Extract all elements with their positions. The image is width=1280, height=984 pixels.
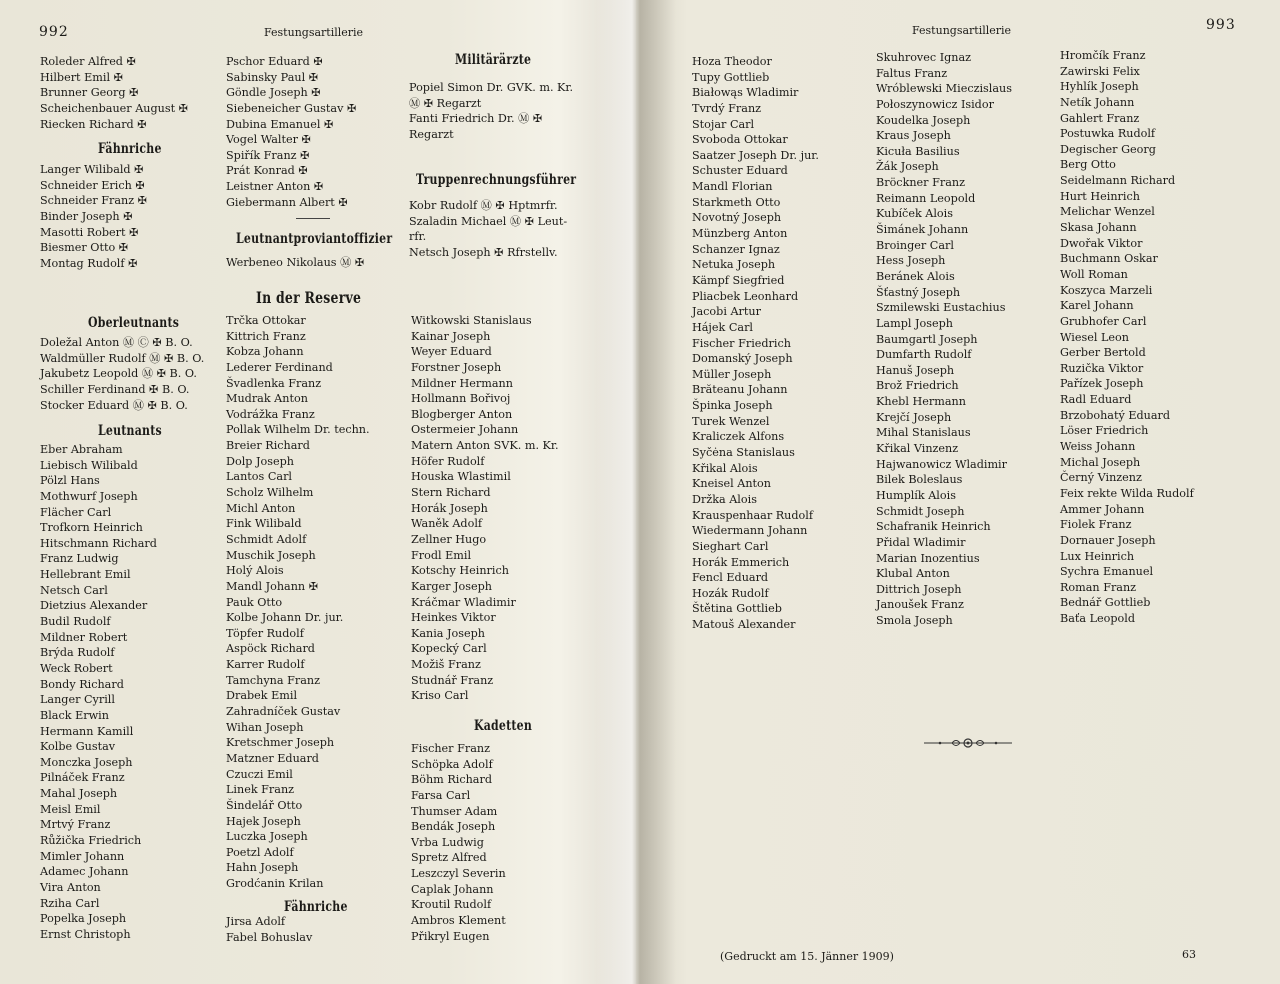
roster-entry: Töpfer Rudolf: [226, 626, 304, 640]
roster-entry: Fabel Bohuslav: [226, 930, 313, 944]
roster-entry: Žák Joseph: [876, 160, 939, 174]
roster-entry: Broinger Carl: [876, 238, 954, 252]
roster-entry: Netsch Carl: [40, 583, 108, 597]
left-col3-group3: [411, 313, 559, 704]
roster-entry: Horák Emmerich: [692, 555, 790, 569]
right-col1: [692, 54, 819, 633]
roster-entry: Mrtvý Franz: [40, 818, 111, 832]
roster-entry: Scheichenbauer August ✠: [40, 101, 189, 115]
roster-entry: Prát Konrad ✠: [226, 164, 308, 178]
roster-entry: Kretschmer Joseph: [226, 736, 335, 750]
roster-entry: Feix rekte Wilda Rudolf: [1060, 486, 1194, 500]
roster-entry: Novotný Joseph: [692, 211, 782, 225]
roster-entry: Černý Vinzenz: [1060, 471, 1142, 485]
roster-entry: Dwořak Viktor: [1060, 236, 1143, 250]
roster-entry: Giebermann Albert ✠: [226, 195, 348, 209]
roster-entry: Heinkes Viktor: [411, 611, 496, 625]
roster-entry: Zahradníček Gustav: [226, 705, 341, 719]
roster-entry: Seidelmann Richard: [1060, 174, 1176, 188]
roster-entry: Buchmann Oskar: [1060, 252, 1158, 266]
roster-entry: Michl Anton: [226, 501, 296, 515]
left-col3-group4: [411, 741, 506, 944]
roster-entry: Münzberg Anton: [692, 227, 788, 241]
roster-entry: Kubíček Alois: [876, 207, 953, 221]
roster-entry: Kicuła Basilius: [876, 144, 960, 158]
right-col2: [876, 50, 1012, 629]
left-page: [0, 0, 636, 984]
roster-entry: Budil Rudolf: [40, 615, 111, 629]
roster-entry: Přikryl Eugen: [411, 929, 490, 943]
roster-entry: Bednář Gottlieb: [1060, 596, 1151, 610]
roster-entry: Breier Richard: [226, 439, 310, 453]
roster-entry: Kainar Joseph: [411, 329, 491, 343]
roster-entry: Brož Friedrich: [876, 379, 959, 393]
roster-entry: Holý Alois: [226, 564, 284, 578]
roster-entry: Hoza Theodor: [692, 55, 772, 68]
roster-entry: Böhm Richard: [411, 773, 492, 787]
roster-entry: Riecken Richard ✠: [40, 117, 147, 131]
roster-entry: Drabek Emil: [226, 689, 298, 703]
right-page: [636, 0, 1280, 984]
roster-entry: Stojar Carl: [692, 117, 755, 131]
roster-entry: Bilek Boleslaus: [876, 473, 963, 487]
roster-entry: Janoušek Franz: [876, 598, 964, 612]
roster-entry: Blogberger Anton: [411, 407, 513, 421]
roster-entry: Fanti Friedrich Dr. Ⓜ ✠: [409, 112, 543, 126]
roster-entry: Mihal Stanislaus: [876, 426, 971, 440]
roster-entry: Švadlenka Franz: [226, 376, 322, 390]
roster-entry: Humplík Alois: [876, 488, 956, 502]
roster-entry: Pauk Otto: [226, 595, 283, 609]
running-head: Festungsartillerie: [264, 26, 364, 39]
roster-entry: Höfer Rudolf: [411, 454, 485, 468]
left-col1-group3: [40, 335, 204, 413]
roster-entry: Monczka Joseph: [40, 755, 133, 769]
roster-entry: Hájek Carl: [692, 320, 754, 334]
roster-entry: Možiš Franz: [411, 658, 481, 672]
roster-entry: Domanský Joseph: [692, 352, 793, 366]
roster-entry: Studnář Franz: [411, 673, 494, 687]
roster-entry: Fencl Eduard: [692, 571, 769, 585]
roster-entry: Biesmer Otto ✠: [40, 241, 129, 255]
roster-entry: Ostermeier Johann: [411, 423, 519, 437]
roster-entry: Müller Joseph: [692, 367, 772, 381]
roster-entry: Schiller Ferdinand ✠ B. O.: [40, 382, 190, 396]
roster-entry: Eber Abraham: [40, 443, 123, 456]
roster-entry: Ruzička Viktor: [1060, 361, 1144, 375]
roster-entry: rfr.: [409, 230, 427, 244]
roster-entry: Postuwka Rudolf: [1060, 127, 1156, 141]
roster-entry: Fischer Franz: [411, 742, 490, 755]
roster-entry: Skasa Johann: [1060, 221, 1137, 235]
roster-entry: Vogel Walter ✠: [226, 133, 311, 147]
roster-entry: Scholz Wilhelm: [226, 486, 314, 500]
roster-entry: Sychra Emanuel: [1060, 565, 1154, 579]
running-head-right: Festungsartillerie: [912, 24, 1012, 37]
roster-entry: Marian Inozentius: [876, 551, 980, 565]
roster-entry: Mahal Joseph: [40, 787, 118, 801]
roster-entry: Tvrdý Franz: [692, 101, 762, 115]
roster-entry: Fischer Friedrich: [692, 336, 791, 350]
roster-entry: Dolp Joseph: [226, 454, 294, 468]
roster-entry: Bröckner Franz: [876, 176, 965, 190]
roster-entry: Ammer Johann: [1060, 502, 1145, 516]
roster-entry: Langer Cyrill: [40, 693, 115, 707]
roster-entry: Vodrážka Franz: [226, 407, 315, 421]
roster-entry: Schneider Erich ✠: [40, 178, 145, 192]
roster-entry: Hilbert Emil ✠: [40, 70, 123, 84]
roster-entry: Hess Joseph: [876, 254, 946, 268]
roster-entry: Lederer Ferdinand: [226, 360, 333, 374]
roster-entry: Grubhofer Carl: [1060, 314, 1147, 328]
roster-entry: Pölzl Hans: [40, 474, 100, 488]
roster-entry: Pliacbek Leonhard: [692, 289, 799, 303]
roster-entry: Dumfarth Rudolf: [876, 348, 972, 362]
section-heading-leutnants: Leutnants: [98, 423, 162, 439]
roster-entry: Mudrak Anton: [226, 392, 308, 406]
roster-entry: Kobr Rudolf Ⓜ ✠ Hptmrfr.: [409, 199, 558, 212]
roster-entry: Jacobi Artur: [692, 305, 761, 319]
roster-entry: Saatzer Joseph Dr. jur.: [692, 148, 819, 162]
roster-entry: Thumser Adam: [411, 804, 498, 818]
section-heading-kadetten: Kadetten: [474, 718, 533, 734]
roster-entry: Liebisch Wilibald: [40, 458, 138, 472]
roster-entry: Adamec Johann: [40, 865, 129, 879]
roster-entry: Netík Johann: [1060, 95, 1135, 109]
print-date: (Gedruckt am 15. Jänner 1909): [720, 950, 894, 963]
roster-entry: Mimler Johann: [40, 849, 125, 863]
roster-entry: Schöpka Adolf: [411, 757, 493, 771]
roster-entry: Kneisel Anton: [692, 477, 771, 491]
roster-entry: Spiřík Franz ✠: [226, 148, 310, 162]
roster-entry: Mandl Johann ✠: [226, 579, 319, 593]
roster-entry: Khebl Hermann: [876, 395, 966, 409]
roster-entry: Hajwanowicz Wladimir: [876, 457, 1007, 471]
right-col3: [1060, 48, 1194, 627]
roster-entry: Białowąs Wladimir: [692, 86, 799, 100]
roster-entry: Rziha Carl: [40, 896, 100, 910]
roster-entry: Turek Wenzel: [692, 414, 770, 428]
roster-entry: Šťastný Joseph: [876, 285, 961, 299]
roster-entry: Degischer Georg: [1060, 142, 1156, 156]
left-col1-group4: [40, 442, 157, 943]
roster-entry: Schmidt Adolf: [226, 532, 307, 546]
roster-entry: Szmilewski Eustachius: [876, 301, 1006, 315]
roster-entry: Hyhlík Joseph: [1060, 80, 1139, 94]
roster-entry: Růžička Friedrich: [40, 834, 142, 848]
roster-entry: Leistner Anton ✠: [226, 180, 324, 194]
roster-entry: Kraus Joseph: [876, 129, 951, 143]
roster-entry: Smola Joseph: [876, 614, 953, 628]
roster-entry: Hitschmann Richard: [40, 536, 157, 550]
roster-entry: Zawirski Felix: [1060, 64, 1140, 78]
roster-entry: Farsa Carl: [411, 788, 471, 802]
divider: [296, 218, 330, 219]
roster-entry: Ⓜ ✠ Regarzt: [409, 96, 482, 110]
roster-entry: Trofkorn Heinrich: [40, 521, 143, 535]
roster-entry: Berg Otto: [1060, 158, 1116, 172]
roster-entry: Werbeneo Nikolaus Ⓜ ✠: [226, 256, 365, 269]
roster-entry: Zellner Hugo: [411, 532, 487, 546]
left-col2-group1: [226, 54, 356, 210]
roster-entry: Waněk Adolf: [411, 517, 483, 531]
section-heading-faehnriche: Fähnriche: [98, 141, 162, 157]
roster-entry: Mothwurf Joseph: [40, 489, 138, 503]
roster-entry: Frodl Emil: [411, 548, 472, 562]
roster-entry: Schafranik Heinrich: [876, 520, 991, 534]
left-col1-group1: [40, 54, 188, 132]
section-heading-leutnantproviantoffizier: Leutnantproviantoffizier: [236, 231, 393, 247]
roster-entry: Radl Eduard: [1060, 393, 1132, 407]
roster-entry: Tupy Gottlieb: [692, 70, 770, 84]
roster-entry: Regarzt: [409, 127, 454, 141]
section-heading-faehnriche-reserve: Fähnriche: [284, 899, 348, 915]
roster-entry: Držka Alois: [692, 492, 757, 506]
page-number-right: 993: [1206, 17, 1236, 33]
roster-entry: Forstner Joseph: [411, 360, 502, 374]
roster-entry: Dornauer Joseph: [1060, 533, 1156, 547]
roster-entry: Vrba Ludwig: [411, 835, 484, 849]
roster-entry: Gahlert Franz: [1060, 111, 1140, 125]
roster-entry: Wróblewski Mieczislaus: [876, 82, 1012, 96]
roster-entry: Karger Joseph: [411, 579, 493, 593]
roster-entry: Kolbe Gustav: [40, 740, 116, 754]
roster-entry: Syčėna Stanislaus: [692, 446, 795, 460]
roster-entry: Kittrich Franz: [226, 329, 306, 343]
roster-entry: Jakubetz Leopold Ⓜ ✠ B. O.: [40, 367, 197, 381]
roster-entry: Šindelář Otto: [226, 798, 303, 812]
roster-entry: Langer Wilibald ✠: [40, 163, 144, 176]
roster-entry: Hahn Joseph: [226, 861, 299, 875]
roster-entry: Matern Anton SVK. m. Kr.: [411, 439, 559, 453]
roster-entry: Lux Heinrich: [1060, 549, 1135, 563]
roster-entry: Brýda Rudolf: [40, 646, 115, 660]
section-heading-militaeraerzte: Militärärzte: [455, 52, 532, 68]
roster-entry: Schuster Eduard: [692, 164, 788, 178]
roster-entry: Pařízek Joseph: [1060, 377, 1144, 391]
roster-entry: Brăteanu Johann: [692, 383, 788, 397]
roster-entry: Baťa Leopold: [1060, 612, 1136, 626]
roster-entry: Grodćanin Krilan: [226, 877, 324, 891]
roster-entry: Black Erwin: [40, 708, 109, 722]
roster-entry: Siebeneicher Gustav ✠: [226, 101, 357, 115]
roster-entry: Schmidt Joseph: [876, 504, 965, 518]
roster-entry: Poetzl Adolf: [226, 845, 294, 859]
roster-entry: Netuka Joseph: [692, 258, 776, 272]
roster-entry: Montag Rudolf ✠: [40, 256, 138, 270]
left-col3-group1: [409, 80, 573, 143]
roster-entry: Hozák Rudolf: [692, 586, 769, 600]
roster-entry: Weyer Eduard: [411, 345, 492, 359]
roster-entry: Połoszynowicz Isidor: [876, 97, 994, 111]
roster-entry: Karel Johann: [1060, 299, 1134, 313]
roster-entry: Melichar Wenzel: [1060, 205, 1155, 219]
roster-entry: Kolbe Johann Dr. jur.: [226, 611, 344, 625]
roster-entry: Hromčík Franz: [1060, 49, 1146, 62]
roster-entry: Kotschy Heinrich: [411, 564, 509, 578]
roster-entry: Kraliczek Alfons: [692, 430, 785, 444]
roster-entry: Hollmann Bořivoj: [411, 392, 511, 406]
roster-entry: Ernst Christoph: [40, 927, 131, 941]
roster-entry: Löser Friedrich: [1060, 424, 1149, 438]
roster-entry: Špinka Joseph: [692, 399, 773, 413]
roster-entry: Göndle Joseph ✠: [226, 86, 321, 100]
roster-entry: Schanzer Ignaz: [692, 242, 780, 256]
left-col2-group2: [226, 255, 364, 271]
roster-entry: Tamchyna Franz: [226, 673, 320, 687]
roster-entry: Koudelka Joseph: [876, 113, 971, 127]
roster-entry: Muschik Joseph: [226, 548, 316, 562]
roster-entry: Skuhrovec Ignaz: [876, 51, 972, 64]
roster-entry: Sieghart Carl: [692, 539, 769, 553]
roster-entry: Wiesel Leon: [1060, 330, 1129, 344]
roster-entry: Aspöck Richard: [226, 642, 315, 656]
roster-entry: Weck Robert: [40, 661, 113, 675]
roster-entry: Horák Joseph: [411, 501, 488, 515]
reserve-heading: In der Reserve: [256, 288, 362, 307]
roster-entry: Beránek Alois: [876, 269, 955, 283]
roster-entry: Brzobohatý Eduard: [1060, 408, 1171, 422]
roster-entry: Franz Ludwig: [40, 552, 119, 566]
roster-entry: Stern Richard: [411, 486, 491, 500]
left-col3-group2: [409, 198, 567, 261]
roster-entry: Houska Wlastimil: [411, 470, 511, 484]
roster-entry: Flächer Carl: [40, 505, 112, 519]
roster-entry: Luczka Joseph: [226, 830, 308, 844]
roster-entry: Dubina Emanuel ✠: [226, 117, 334, 131]
roster-entry: Brunner Georg ✠: [40, 86, 139, 100]
roster-entry: Vira Anton: [40, 880, 101, 894]
roster-entry: Michal Joseph: [1060, 455, 1141, 469]
roster-entry: Czuczi Emil: [226, 767, 293, 781]
roster-entry: Trčka Ottokar: [226, 314, 306, 327]
roster-entry: Hurt Heinrich: [1060, 189, 1140, 203]
roster-entry: Binder Joseph ✠: [40, 209, 133, 223]
roster-entry: Kráčmar Wladimir: [411, 595, 516, 609]
roster-entry: Bendák Joseph: [411, 820, 496, 834]
roster-entry: Klubal Anton: [876, 567, 950, 581]
roster-entry: Spretz Alfred: [411, 851, 487, 865]
roster-entry: Přidal Wladimir: [876, 535, 966, 549]
roster-entry: Kroutil Rudolf: [411, 898, 492, 912]
roster-entry: Hajek Joseph: [226, 814, 301, 828]
roster-entry: Weiss Johann: [1060, 440, 1136, 454]
roster-entry: Pollak Wilhelm Dr. techn.: [226, 423, 370, 437]
roster-entry: Fink Wilibald: [226, 517, 302, 531]
roster-entry: Dietzius Alexander: [40, 599, 148, 613]
roster-entry: Krejčí Joseph: [876, 410, 952, 424]
roster-entry: Mildner Robert: [40, 630, 128, 644]
roster-entry: Waldmüller Rudolf Ⓜ ✠ B. O.: [40, 351, 205, 365]
roster-entry: Hanuš Joseph: [876, 363, 955, 377]
roster-entry: Lantos Carl: [226, 470, 292, 484]
roster-entry: Hermann Kamill: [40, 724, 134, 738]
roster-entry: Šimánek Johann: [876, 223, 969, 237]
left-col2-group4: [226, 914, 312, 945]
roster-entry: Matzner Eduard: [226, 751, 319, 765]
roster-entry: Wihan Joseph: [226, 720, 304, 734]
roster-entry: Pschor Eduard ✠: [226, 55, 323, 68]
page-number: 992: [39, 24, 69, 40]
roster-entry: Svoboda Ottokar: [692, 133, 788, 147]
roster-entry: Karrer Rudolf: [226, 658, 305, 672]
roster-entry: Ambros Klement: [411, 914, 506, 928]
roster-entry: Wiedermann Johann: [692, 524, 808, 538]
roster-entry: Kämpf Siegfried: [692, 273, 785, 287]
footer-page-number: 63: [1182, 948, 1196, 961]
left-col1-group2: [40, 162, 147, 271]
roster-entry: Roman Franz: [1060, 580, 1137, 594]
roster-entry: Kania Joseph: [411, 626, 485, 640]
ornamental-rule-icon: [922, 736, 1014, 750]
roster-entry: Leszczyl Severin: [411, 867, 506, 881]
roster-entry: Hellebrant Emil: [40, 568, 131, 582]
roster-entry: Stocker Eduard Ⓜ ✠ B. O.: [40, 398, 188, 412]
roster-entry: Bondy Richard: [40, 677, 124, 691]
roster-entry: Matouš Alexander: [692, 618, 796, 632]
roster-entry: Doležal Anton Ⓜ Ⓒ ✠ B. O.: [40, 336, 193, 349]
roster-entry: Popelka Joseph: [40, 912, 127, 926]
roster-entry: Kriso Carl: [411, 689, 469, 703]
roster-entry: Kopecký Carl: [411, 642, 487, 656]
roster-entry: Mildner Hermann: [411, 376, 513, 390]
roster-entry: Popiel Simon Dr. GVK. m. Kr.: [409, 81, 574, 94]
roster-entry: Sabinsky Paul ✠: [226, 70, 319, 84]
roster-entry: Fiolek Franz: [1060, 518, 1132, 532]
left-col2-group3: [226, 313, 370, 892]
roster-entry: Štětina Gottlieb: [692, 602, 782, 616]
roster-entry: Caplak Johann: [411, 882, 494, 896]
roster-entry: Mandl Florian: [692, 180, 773, 194]
roster-entry: Linek Franz: [226, 783, 295, 797]
roster-entry: Masotti Robert ✠: [40, 225, 139, 239]
roster-entry: Faltus Franz: [876, 66, 948, 80]
section-heading-truppenrechnungsfuehrer: Truppenrechnungsführer: [416, 172, 577, 188]
roster-entry: Meisl Emil: [40, 802, 101, 816]
roster-entry: Krauspenhaar Rudolf: [692, 508, 814, 522]
section-heading-oberleutnants: Oberleutnants: [88, 315, 180, 331]
roster-entry: Dittrich Joseph: [876, 582, 962, 596]
roster-entry: Schneider Franz ✠: [40, 194, 148, 208]
roster-entry: Reimann Leopold: [876, 191, 976, 205]
roster-entry: Lampl Joseph: [876, 316, 953, 330]
roster-entry: Szaladin Michael Ⓜ ✠ Leut-: [409, 214, 568, 228]
roster-entry: Jirsa Adolf: [226, 915, 286, 928]
roster-entry: Netsch Joseph ✠ Rfrstellv.: [409, 245, 558, 259]
roster-entry: Koszyca Marzeli: [1060, 283, 1153, 297]
roster-entry: Křikal Vinzenz: [876, 442, 959, 456]
roster-entry: Křikal Alois: [692, 461, 758, 475]
roster-entry: Pilnáček Franz: [40, 771, 125, 785]
roster-entry: Woll Roman: [1060, 267, 1128, 281]
roster-entry: Gerber Bertold: [1060, 346, 1146, 360]
roster-entry: Starkmeth Otto: [692, 195, 781, 209]
roster-entry: Roleder Alfred ✠: [40, 55, 136, 68]
roster-entry: Baumgartl Joseph: [876, 332, 978, 346]
roster-entry: Kobza Johann: [226, 345, 304, 359]
roster-entry: Witkowski Stanislaus: [411, 314, 532, 327]
